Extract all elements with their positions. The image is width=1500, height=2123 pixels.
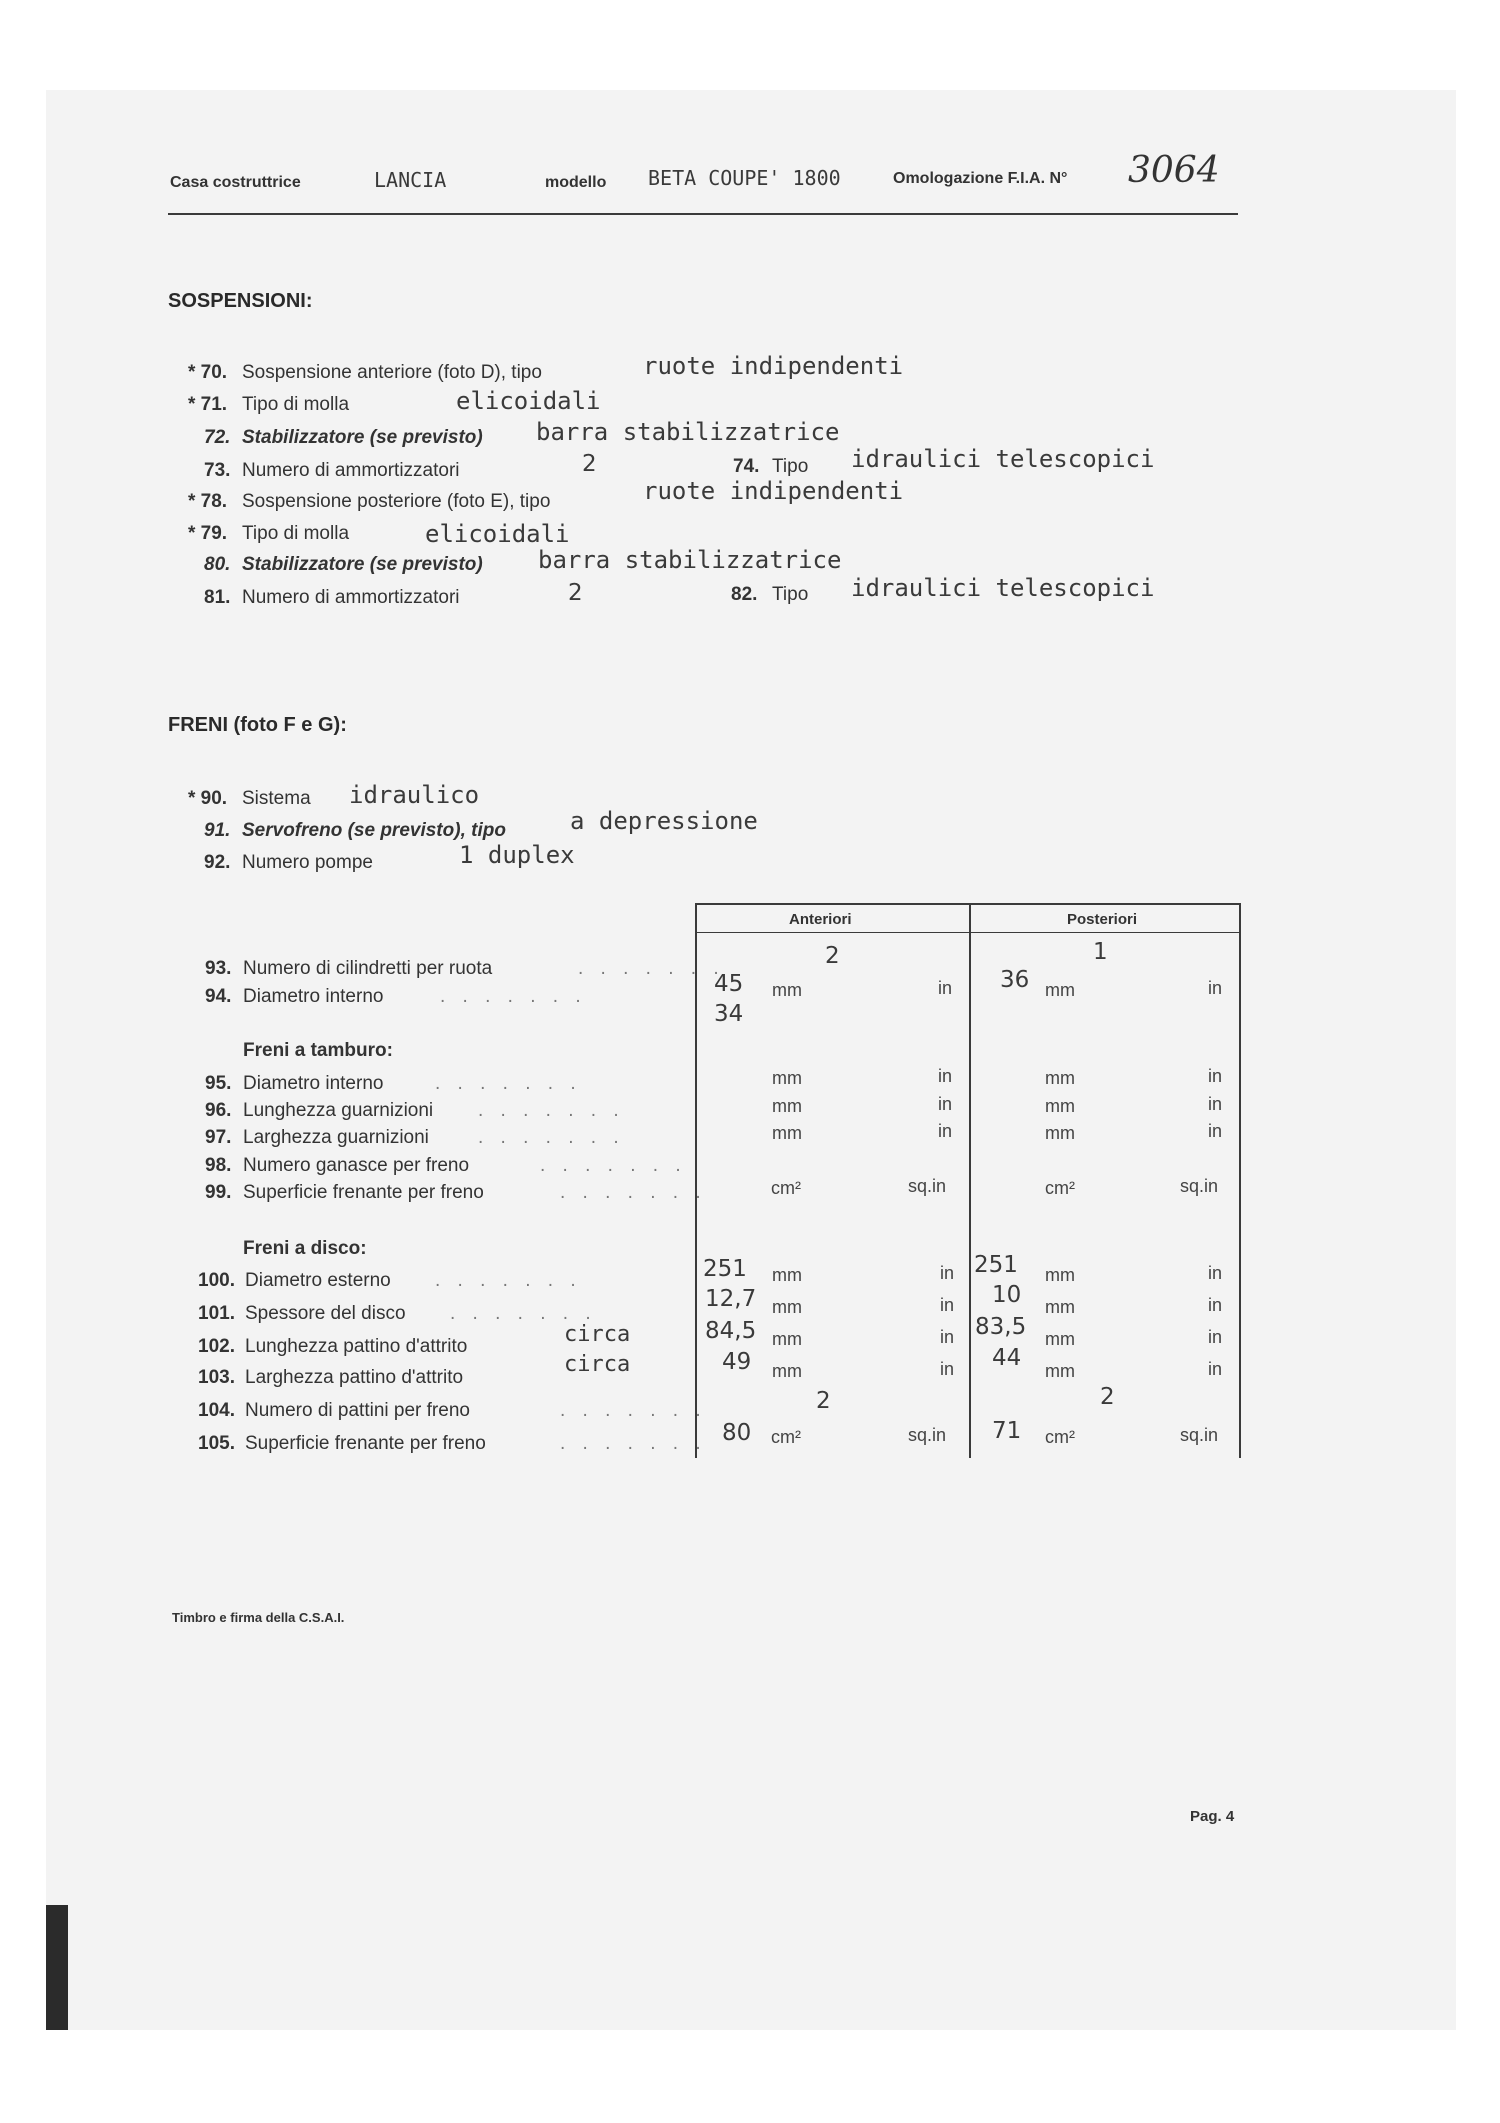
rear-value: 2 xyxy=(1100,1384,1115,1410)
leader-dots: . . . . . . . xyxy=(578,958,725,979)
field-label: Sospensione anteriore (foto D), tipo xyxy=(242,362,542,383)
unit-sqin: sq.in xyxy=(1180,1176,1219,1196)
row-label: Numero ganasce per freno xyxy=(243,1155,470,1176)
table-mid-rule xyxy=(969,903,971,1458)
leader-dots: . . . . . . . xyxy=(560,1433,707,1454)
manufacturer-label: Casa costruttrice xyxy=(170,174,301,191)
column-header-rear: Posteriori xyxy=(1067,911,1138,928)
unit-cm2: cm² xyxy=(1045,1178,1075,1198)
unit-mm: mm xyxy=(772,980,802,1000)
unit-mm: mm xyxy=(1045,1329,1075,1349)
row-number: 94. xyxy=(205,986,232,1007)
field-label: Stabilizzatore (se previsto) xyxy=(242,427,483,448)
row-label: Diametro interno xyxy=(243,986,384,1007)
model-value: BETA COUPE' 1800 xyxy=(648,166,841,190)
item-number: * 90. xyxy=(188,788,228,809)
unit-mm: mm xyxy=(1045,1361,1075,1381)
field-value: a depressione xyxy=(570,807,758,835)
item-number: 80. xyxy=(204,554,231,575)
unit-in: in xyxy=(1208,1066,1223,1086)
column-header-front: Anteriori xyxy=(789,911,852,928)
unit-mm: mm xyxy=(772,1068,802,1088)
item-number: 91. xyxy=(204,820,231,841)
unit-in: in xyxy=(940,1327,955,1347)
row-label: Diametro esterno xyxy=(245,1270,391,1291)
disc-brakes-title: Freni a disco: xyxy=(243,1238,367,1259)
field-value: barra stabilizzatrice xyxy=(536,418,840,446)
homologation-label: Omologazione F.I.A. N° xyxy=(893,170,1068,187)
item-number: * 71. xyxy=(188,394,228,415)
leader-dots: . . . . . . . xyxy=(540,1155,687,1176)
row-label: Superficie frenante per freno xyxy=(245,1433,486,1454)
unit-mm: mm xyxy=(1045,1096,1075,1116)
field-value: idraulico xyxy=(349,781,480,809)
unit-mm: mm xyxy=(772,1096,802,1116)
item-number: 72. xyxy=(204,427,231,448)
manufacturer-value: LANCIA xyxy=(374,168,447,192)
front-value: 251 xyxy=(703,1256,747,1282)
field-label: Servofreno (se previsto), tipo xyxy=(242,820,506,841)
row-number: 104. xyxy=(198,1400,235,1421)
field-label: Tipo xyxy=(772,456,809,477)
row-label: Numero di cilindretti per ruota xyxy=(243,958,493,979)
item-number: * 70. xyxy=(188,362,228,383)
row-number: 99. xyxy=(205,1182,232,1203)
row-number: 101. xyxy=(198,1303,235,1324)
front-value-alt: 34 xyxy=(714,1001,744,1027)
front-value: 45 xyxy=(714,971,744,997)
row-label: Larghezza pattino d'attrito xyxy=(245,1367,464,1388)
unit-mm: mm xyxy=(772,1329,802,1349)
unit-in: in xyxy=(1208,1121,1223,1141)
unit-in: in xyxy=(938,1121,953,1141)
front-value: 80 xyxy=(722,1420,752,1446)
unit-mm: mm xyxy=(772,1361,802,1381)
leader-dots: . . . . . . . xyxy=(560,1400,707,1421)
field-label: Tipo di molla xyxy=(242,523,350,544)
row-number: 96. xyxy=(205,1100,232,1121)
field-value: 2 xyxy=(568,580,583,606)
unit-mm: mm xyxy=(1045,1297,1075,1317)
unit-in: in xyxy=(940,1295,955,1315)
row-number: 103. xyxy=(198,1367,235,1388)
field-value: idraulici telescopici xyxy=(851,445,1155,473)
suspension-title: SOSPENSIONI: xyxy=(168,290,313,312)
field-label: Stabilizzatore (se previsto) xyxy=(242,554,483,575)
unit-mm: mm xyxy=(1045,1068,1075,1088)
unit-cm2: cm² xyxy=(771,1427,801,1447)
unit-cm2: cm² xyxy=(771,1178,801,1198)
rear-value: 251 xyxy=(974,1252,1018,1278)
row-label: Numero di pattini per freno xyxy=(245,1400,470,1421)
row-number: 97. xyxy=(205,1127,232,1148)
front-value: 49 xyxy=(722,1349,752,1375)
field-value: elicoidali xyxy=(456,387,601,415)
leader-dots: . . . . . . . xyxy=(435,1073,582,1094)
row-number: 105. xyxy=(198,1433,235,1454)
rear-value: 44 xyxy=(992,1345,1022,1371)
field-label: Numero di ammortizzatori xyxy=(242,587,460,608)
item-number: 74. xyxy=(733,456,760,477)
field-value: 1 duplex xyxy=(459,841,575,869)
row-number: 100. xyxy=(198,1270,235,1291)
rear-value: 83,5 xyxy=(975,1314,1027,1340)
field-label: Numero pompe xyxy=(242,852,373,873)
row-label: Spessore del disco xyxy=(245,1303,406,1324)
field-label: Tipo xyxy=(772,584,809,605)
unit-in: in xyxy=(1208,1327,1223,1347)
scan-edge-mark xyxy=(46,1905,68,2030)
rear-value: 36 xyxy=(1000,967,1030,993)
approximate-note: circa xyxy=(564,1352,631,1377)
stamp-label: Timbro e firma della C.S.A.I. xyxy=(172,1610,345,1625)
model-label: modello xyxy=(545,174,607,191)
unit-in: in xyxy=(940,1359,955,1379)
approximate-note: circa xyxy=(564,1322,631,1347)
unit-sqin: sq.in xyxy=(1180,1425,1219,1445)
item-number: 73. xyxy=(204,460,231,481)
front-value: 84,5 xyxy=(705,1318,757,1344)
unit-mm: mm xyxy=(1045,980,1075,1000)
item-number: 82. xyxy=(731,584,758,605)
unit-in: in xyxy=(938,978,953,998)
row-label: Larghezza guarnizioni xyxy=(243,1127,429,1148)
page-number: Pag. 4 xyxy=(1190,1808,1235,1825)
homologation-number: 3064 xyxy=(1128,150,1220,191)
leader-dots: . . . . . . . xyxy=(435,1270,582,1291)
row-label: Superficie frenante per freno xyxy=(243,1182,484,1203)
unit-in: in xyxy=(1208,1263,1223,1283)
field-value: ruote indipendenti xyxy=(643,477,904,505)
field-value: barra stabilizzatrice xyxy=(538,546,842,574)
rear-value: 71 xyxy=(992,1418,1022,1444)
leader-dots: . . . . . . . xyxy=(478,1127,625,1148)
rear-value: 1 xyxy=(1093,939,1108,965)
field-label: Sospensione posteriore (foto E), tipo xyxy=(242,491,551,512)
field-value: idraulici telescopici xyxy=(851,574,1155,602)
unit-in: in xyxy=(940,1263,955,1283)
header-rule xyxy=(168,213,1238,215)
leader-dots: . . . . . . . xyxy=(478,1100,625,1121)
unit-mm: mm xyxy=(772,1297,802,1317)
row-label: Diametro interno xyxy=(243,1073,384,1094)
unit-mm: mm xyxy=(772,1265,802,1285)
row-number: 93. xyxy=(205,958,232,979)
unit-in: in xyxy=(1208,1094,1223,1114)
item-number: * 79. xyxy=(188,523,228,544)
row-number: 98. xyxy=(205,1155,232,1176)
field-value: 2 xyxy=(582,451,597,477)
leader-dots: . . . . . . . xyxy=(450,1303,597,1324)
row-number: 102. xyxy=(198,1336,235,1357)
rear-value: 10 xyxy=(992,1282,1022,1308)
brakes-title: FRENI (foto F e G): xyxy=(168,714,347,736)
leader-dots: . . . . . . . xyxy=(440,986,587,1007)
unit-sqin: sq.in xyxy=(908,1425,947,1445)
row-label: Lunghezza pattino d'attrito xyxy=(245,1336,468,1357)
table-left-rule xyxy=(695,903,697,1458)
unit-mm: mm xyxy=(1045,1265,1075,1285)
item-number: 92. xyxy=(204,852,231,873)
field-label: Tipo di molla xyxy=(242,394,350,415)
unit-in: in xyxy=(1208,1359,1223,1379)
front-value: 2 xyxy=(825,943,840,969)
table-right-rule xyxy=(1239,903,1241,1458)
drum-brakes-title: Freni a tamburo: xyxy=(243,1040,393,1061)
unit-mm: mm xyxy=(772,1123,802,1143)
field-value: elicoidali xyxy=(425,520,570,548)
item-number: * 78. xyxy=(188,491,228,512)
unit-cm2: cm² xyxy=(1045,1427,1075,1447)
front-value: 12,7 xyxy=(705,1286,757,1312)
field-value: ruote indipendenti xyxy=(643,352,904,380)
unit-in: in xyxy=(1208,1295,1223,1315)
leader-dots: . . . . . . . xyxy=(560,1182,707,1203)
item-number: 81. xyxy=(204,587,231,608)
unit-in: in xyxy=(938,1066,953,1086)
unit-mm: mm xyxy=(1045,1123,1075,1143)
field-label: Numero di ammortizzatori xyxy=(242,460,460,481)
unit-sqin: sq.in xyxy=(908,1176,947,1196)
front-value: 2 xyxy=(816,1388,831,1414)
row-label: Lunghezza guarnizioni xyxy=(243,1100,434,1121)
row-number: 95. xyxy=(205,1073,232,1094)
unit-in: in xyxy=(1208,978,1223,998)
unit-in: in xyxy=(938,1094,953,1114)
field-label: Sistema xyxy=(242,788,311,809)
